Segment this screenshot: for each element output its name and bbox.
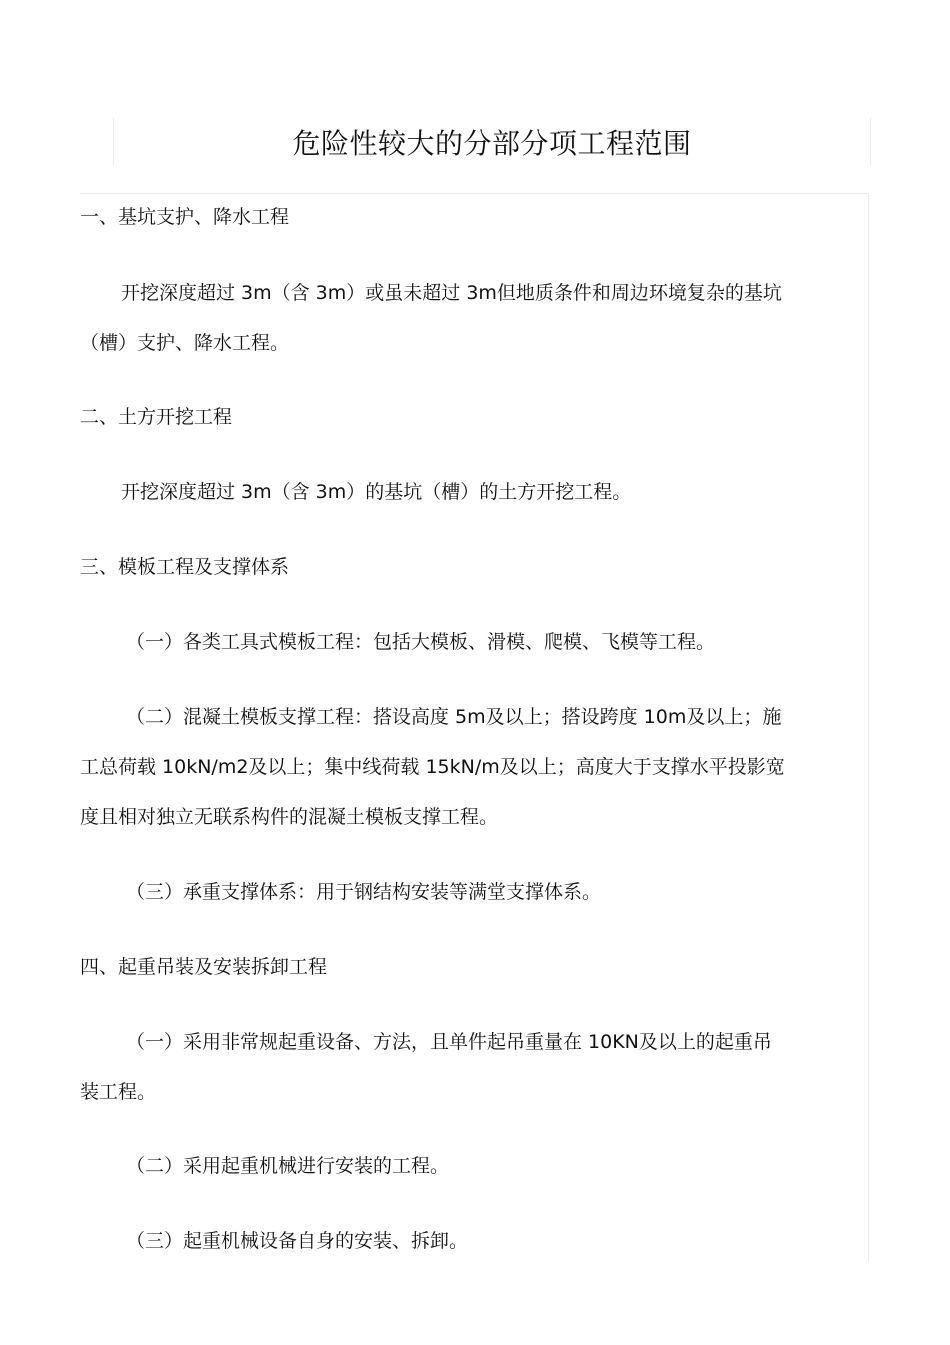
list-item-continuation: 工总荷载 10kN/m2及以上；集中线荷载 15kN/m及以上；高度大于支撑水平投影宽 [80, 756, 785, 778]
list-item: （一）各类工具式模板工程：包括大模板、滑模、爬模、飞模等工程。 [126, 631, 716, 653]
list-item: （一）采用非常规起重设备、方法，且单件起吊重量在 10KN及以上的起重吊 [126, 1031, 772, 1053]
section-heading-3: 三、模板工程及支撑体系 [80, 556, 290, 578]
list-item-continuation: 度且相对独立无联系构件的混凝土模板支撑工程。 [80, 806, 499, 828]
list-item: （二）采用起重机械进行安装的工程。 [126, 1155, 450, 1177]
list-item: （二）混凝土模板支撑工程：搭设高度 5m及以上；搭设跨度 10m及以上；施 [126, 706, 782, 728]
paragraph-line: 开挖深度超过 3m（含 3m）的基坑（槽）的土方开挖工程。 [121, 481, 632, 503]
section-heading-4: 四、起重吊装及安装拆卸工程 [80, 956, 328, 978]
list-item: （三）承重支撑体系：用于钢结构安装等满堂支撑体系。 [126, 881, 602, 903]
paragraph-line: （槽）支护、降水工程。 [80, 332, 290, 354]
section-heading-1: 一、基坑支护、降水工程 [80, 206, 290, 228]
section-heading-2: 二、土方开挖工程 [80, 406, 233, 428]
list-item: （三）起重机械设备自身的安装、拆卸。 [126, 1230, 469, 1252]
page-title: 危险性较大的分部分项工程范围 [292, 127, 692, 160]
list-item-continuation: 装工程。 [80, 1081, 157, 1103]
title-box [113, 118, 871, 166]
paragraph-line: 开挖深度超过 3m（含 3m）或虽未超过 3m但地质条件和周边环境复杂的基坑 [121, 282, 782, 304]
